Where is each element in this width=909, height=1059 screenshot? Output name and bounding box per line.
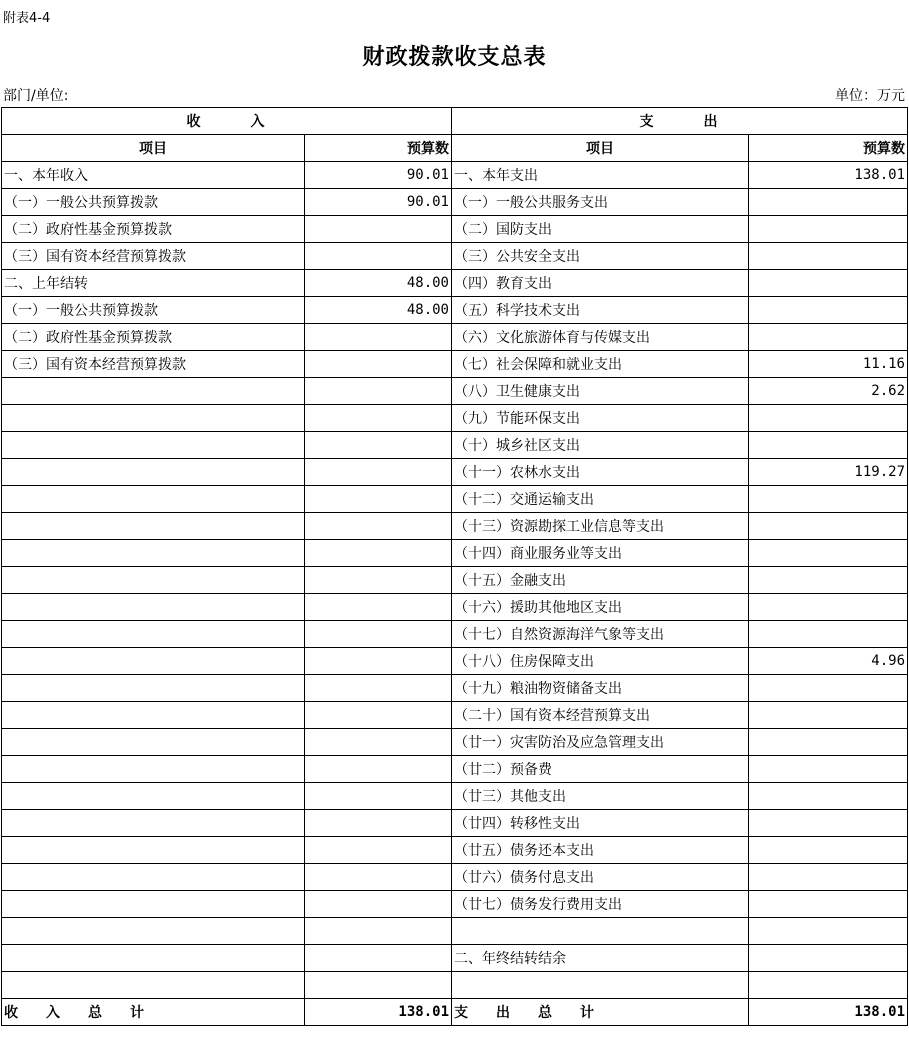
income-item-cell: （二）政府性基金预算拨款 <box>2 216 305 243</box>
expense-amount-cell <box>749 243 908 270</box>
section-header-row <box>2 108 908 135</box>
table-row <box>2 162 908 189</box>
income-item-cell <box>2 972 305 999</box>
table-row <box>2 729 908 756</box>
expense-item-cell: （廿五）债务还本支出 <box>452 837 749 864</box>
table-row <box>2 459 908 486</box>
expense-item-cell: （廿一）灾害防治及应急管理支出 <box>452 729 749 756</box>
income-item-cell <box>2 621 305 648</box>
expense-amount-cell <box>749 783 908 810</box>
income-budget-header: 预算数 <box>305 135 452 162</box>
expense-item-cell: （七）社会保障和就业支出 <box>452 351 749 378</box>
expense-amount-cell <box>749 297 908 324</box>
expense-amount-cell <box>749 918 908 945</box>
income-amount-cell: 90.01 <box>305 162 452 189</box>
income-item-cell <box>2 378 305 405</box>
income-item-cell <box>2 756 305 783</box>
expense-amount-cell: 11.16 <box>749 351 908 378</box>
expense-item-cell: （十七）自然资源海洋气象等支出 <box>452 621 749 648</box>
expense-budget-header: 预算数 <box>749 135 908 162</box>
table-row <box>2 891 908 918</box>
table-row <box>2 189 908 216</box>
income-item-cell: （一）一般公共预算拨款 <box>2 189 305 216</box>
expense-item-cell: （十一）农林水支出 <box>452 459 749 486</box>
income-amount-cell <box>305 756 452 783</box>
income-item-cell <box>2 918 305 945</box>
expense-item-cell: （十三）资源勘探工业信息等支出 <box>452 513 749 540</box>
expense-item-cell: （十四）商业服务业等支出 <box>452 540 749 567</box>
income-item-cell: 二、上年结转 <box>2 270 305 297</box>
expense-item-cell: （六）文化旅游体育与传媒支出 <box>452 324 749 351</box>
income-amount-cell <box>305 486 452 513</box>
income-amount-cell <box>305 540 452 567</box>
income-item-cell <box>2 540 305 567</box>
table-row <box>2 216 908 243</box>
expense-item-cell: 二、年终结转结余 <box>452 945 749 972</box>
expense-amount-cell <box>749 405 908 432</box>
expense-amount-cell <box>749 756 908 783</box>
table-row <box>2 513 908 540</box>
income-total-amount: 138.01 <box>305 999 452 1026</box>
expense-item-cell: （十五）金融支出 <box>452 567 749 594</box>
expense-item-cell: （十）城乡社区支出 <box>452 432 749 459</box>
income-amount-cell <box>305 837 452 864</box>
income-amount-cell <box>305 675 452 702</box>
income-item-cell <box>2 459 305 486</box>
department-label: 部门/单位: <box>3 88 69 104</box>
table-row <box>2 297 908 324</box>
table-row <box>2 918 908 945</box>
income-amount-cell <box>305 972 452 999</box>
income-amount-cell <box>305 783 452 810</box>
expense-amount-cell <box>749 324 908 351</box>
expense-item-cell: （九）节能环保支出 <box>452 405 749 432</box>
unit-label: 单位：万元 <box>835 88 905 104</box>
expense-item-cell: （廿六）债务付息支出 <box>452 864 749 891</box>
expense-amount-cell <box>749 837 908 864</box>
expense-item-cell: （十九）粮油物资储备支出 <box>452 675 749 702</box>
expense-amount-cell <box>749 432 908 459</box>
income-amount-cell <box>305 594 452 621</box>
income-item-cell <box>2 891 305 918</box>
income-item-cell <box>2 864 305 891</box>
expense-item-cell: （廿三）其他支出 <box>452 783 749 810</box>
expense-item-cell: （廿四）转移性支出 <box>452 810 749 837</box>
income-amount-cell <box>305 918 452 945</box>
expense-item-cell: 一、本年支出 <box>452 162 749 189</box>
income-amount-cell <box>305 864 452 891</box>
income-amount-cell <box>305 378 452 405</box>
income-amount-cell <box>305 432 452 459</box>
income-amount-cell: 90.01 <box>305 189 452 216</box>
income-item-cell <box>2 783 305 810</box>
income-item-cell: （三）国有资本经营预算拨款 <box>2 351 305 378</box>
expense-item-cell: （十二）交通运输支出 <box>452 486 749 513</box>
expense-amount-cell <box>749 810 908 837</box>
expense-item-cell: （四）教育支出 <box>452 270 749 297</box>
expense-amount-cell <box>749 270 908 297</box>
expense-amount-cell <box>749 486 908 513</box>
expense-item-cell: （二）国防支出 <box>452 216 749 243</box>
income-item-cell <box>2 810 305 837</box>
expense-item-cell <box>452 972 749 999</box>
income-amount-cell <box>305 405 452 432</box>
income-item-cell <box>2 432 305 459</box>
table-row <box>2 378 908 405</box>
expense-amount-cell <box>749 513 908 540</box>
expense-amount-cell <box>749 540 908 567</box>
income-item-cell <box>2 729 305 756</box>
table-row <box>2 675 908 702</box>
income-amount-cell <box>305 216 452 243</box>
income-amount-cell <box>305 702 452 729</box>
table-row <box>2 837 908 864</box>
table-row <box>2 243 908 270</box>
table-row <box>2 432 908 459</box>
expense-item-cell: （八）卫生健康支出 <box>452 378 749 405</box>
income-item-cell: （二）政府性基金预算拨款 <box>2 324 305 351</box>
expense-total-label: 支 出 总 计 <box>452 999 749 1026</box>
income-item-cell: （一）一般公共预算拨款 <box>2 297 305 324</box>
income-amount-cell: 48.00 <box>305 270 452 297</box>
expense-item-cell: （十六）援助其他地区支出 <box>452 594 749 621</box>
table-row <box>2 702 908 729</box>
expense-section-header: 支 出 <box>452 108 908 135</box>
table-row <box>2 945 908 972</box>
income-amount-cell <box>305 891 452 918</box>
table-row <box>2 594 908 621</box>
income-item-cell <box>2 486 305 513</box>
income-amount-cell <box>305 945 452 972</box>
table-row <box>2 648 908 675</box>
income-amount-cell <box>305 459 452 486</box>
column-header-row <box>2 135 908 162</box>
income-item-cell <box>2 405 305 432</box>
expense-amount-cell <box>749 216 908 243</box>
table-row <box>2 567 908 594</box>
income-item-cell <box>2 675 305 702</box>
expense-amount-cell <box>749 945 908 972</box>
income-item-cell: （三）国有资本经营预算拨款 <box>2 243 305 270</box>
income-item-cell <box>2 837 305 864</box>
income-item-cell <box>2 567 305 594</box>
table-row <box>2 783 908 810</box>
expense-item-cell: （五）科学技术支出 <box>452 297 749 324</box>
income-amount-cell <box>305 648 452 675</box>
expense-amount-cell <box>749 972 908 999</box>
expense-amount-cell <box>749 729 908 756</box>
income-item-cell <box>2 513 305 540</box>
expense-item-cell: （廿二）预备费 <box>452 756 749 783</box>
expense-item-cell: （三）公共安全支出 <box>452 243 749 270</box>
table-row <box>2 486 908 513</box>
expense-amount-cell <box>749 567 908 594</box>
expense-amount-cell <box>749 189 908 216</box>
table-row <box>2 756 908 783</box>
income-amount-cell <box>305 810 452 837</box>
table-row <box>2 540 908 567</box>
income-amount-cell: 48.00 <box>305 297 452 324</box>
income-item-cell <box>2 594 305 621</box>
budget-table <box>1 107 908 1026</box>
table-row <box>2 972 908 999</box>
table-row <box>2 324 908 351</box>
total-row <box>2 999 908 1026</box>
expense-item-cell: （廿七）债务发行费用支出 <box>452 891 749 918</box>
table-row <box>2 810 908 837</box>
income-item-cell <box>2 702 305 729</box>
expense-amount-cell: 2.62 <box>749 378 908 405</box>
expense-amount-cell <box>749 891 908 918</box>
expense-amount-cell <box>749 621 908 648</box>
expense-item-cell: （二十）国有资本经营预算支出 <box>452 702 749 729</box>
table-number: 附表4-4 <box>3 11 51 26</box>
table-row <box>2 351 908 378</box>
income-item-cell: 一、本年收入 <box>2 162 305 189</box>
expense-amount-cell <box>749 594 908 621</box>
expense-item-header: 项目 <box>452 135 749 162</box>
expense-amount-cell: 119.27 <box>749 459 908 486</box>
table-row <box>2 864 908 891</box>
income-section-header: 收 入 <box>2 108 452 135</box>
income-amount-cell <box>305 729 452 756</box>
expense-amount-cell: 4.96 <box>749 648 908 675</box>
expense-amount-cell <box>749 675 908 702</box>
expense-amount-cell <box>749 864 908 891</box>
income-item-cell <box>2 945 305 972</box>
table-row <box>2 270 908 297</box>
income-amount-cell <box>305 324 452 351</box>
income-amount-cell <box>305 243 452 270</box>
expense-item-cell <box>452 918 749 945</box>
expense-total-amount: 138.01 <box>749 999 908 1026</box>
income-amount-cell <box>305 351 452 378</box>
expense-amount-cell <box>749 702 908 729</box>
page-title: 财政拨款收支总表 <box>362 45 547 70</box>
income-amount-cell <box>305 621 452 648</box>
income-item-cell <box>2 648 305 675</box>
expense-amount-cell: 138.01 <box>749 162 908 189</box>
table-row <box>2 621 908 648</box>
expense-item-cell: （一）一般公共服务支出 <box>452 189 749 216</box>
expense-item-cell: （十八）住房保障支出 <box>452 648 749 675</box>
income-amount-cell <box>305 513 452 540</box>
table-row <box>2 405 908 432</box>
income-amount-cell <box>305 567 452 594</box>
income-item-header: 项目 <box>2 135 305 162</box>
income-total-label: 收 入 总 计 <box>2 999 305 1026</box>
